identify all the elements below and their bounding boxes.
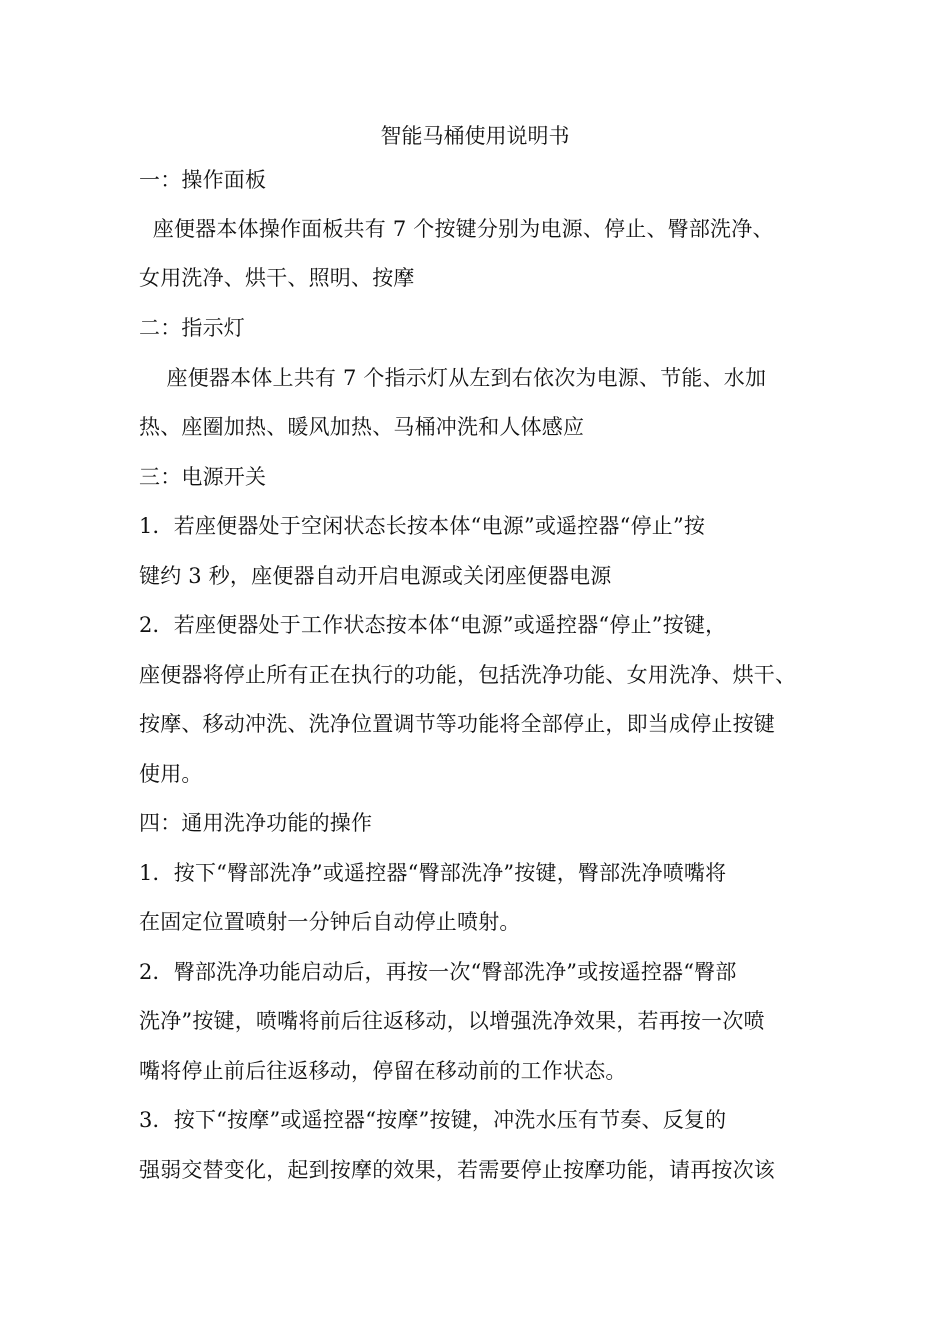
section-heading-general-wash: 四：通用洗净功能的操作 (139, 811, 373, 835)
section-heading-control-panel: 一：操作面板 (139, 168, 267, 192)
paragraph-line: 座便器本体上共有 7 个指示灯从左到右依次为电源、节能、水加 (139, 366, 767, 390)
paragraph-line: 在固定位置喷射一分钟后自动停止喷射。 (139, 910, 521, 934)
section-heading-power-switch: 三：电源开关 (139, 465, 267, 489)
paragraph-line: 按摩、移动冲洗、洗净位置调节等功能将全部停止，即当成停止按键 (139, 712, 775, 736)
paragraph-line: 键约 3 秒，座便器自动开启电源或关闭座便器电源 (139, 564, 612, 588)
paragraph-line: 1．按下“臀部洗净”或遥控器“臀部洗净”按键，臀部洗净喷嘴将 (139, 861, 727, 885)
paragraph-line: 2．若座便器处于工作状态按本体“电源”或遥控器“停止”按键， (139, 613, 727, 637)
paragraph-line: 座便器将停止所有正在执行的功能，包括洗净功能、女用洗净、烘干、 (139, 663, 797, 687)
paragraph-line: 座便器本体操作面板共有 7 个按键分别为电源、停止、臀部洗净、 (139, 217, 774, 241)
paragraph-line: 使用。 (139, 762, 203, 786)
paragraph-line: 2．臀部洗净功能启动后，再按一次“臀部洗净”或按遥控器“臀部 (139, 960, 737, 984)
paragraph-line: 女用洗净、烘干、照明、按摩 (139, 266, 415, 290)
section-heading-indicator-lights: 二：指示灯 (139, 316, 245, 340)
paragraph-line: 洗净”按键，喷嘴将前后往返移动，以增强洗净效果，若再按一次喷 (139, 1009, 765, 1033)
paragraph-line: 1．若座便器处于空闲状态长按本体“电源”或遥控器“停止”按 (139, 514, 706, 538)
paragraph-line: 3．按下“按摩”或遥控器“按摩”按键，冲洗水压有节奏、反复的 (139, 1108, 727, 1132)
paragraph-line: 热、座圈加热、暖风加热、马桶冲洗和人体感应 (139, 415, 585, 439)
document-title: 智能马桶使用说明书 (380, 124, 570, 148)
paragraph-line: 嘴将停止前后往返移动，停留在移动前的工作状态。 (139, 1059, 627, 1083)
paragraph-line: 强弱交替变化，起到按摩的效果，若需要停止按摩功能，请再按次该 (139, 1158, 775, 1182)
